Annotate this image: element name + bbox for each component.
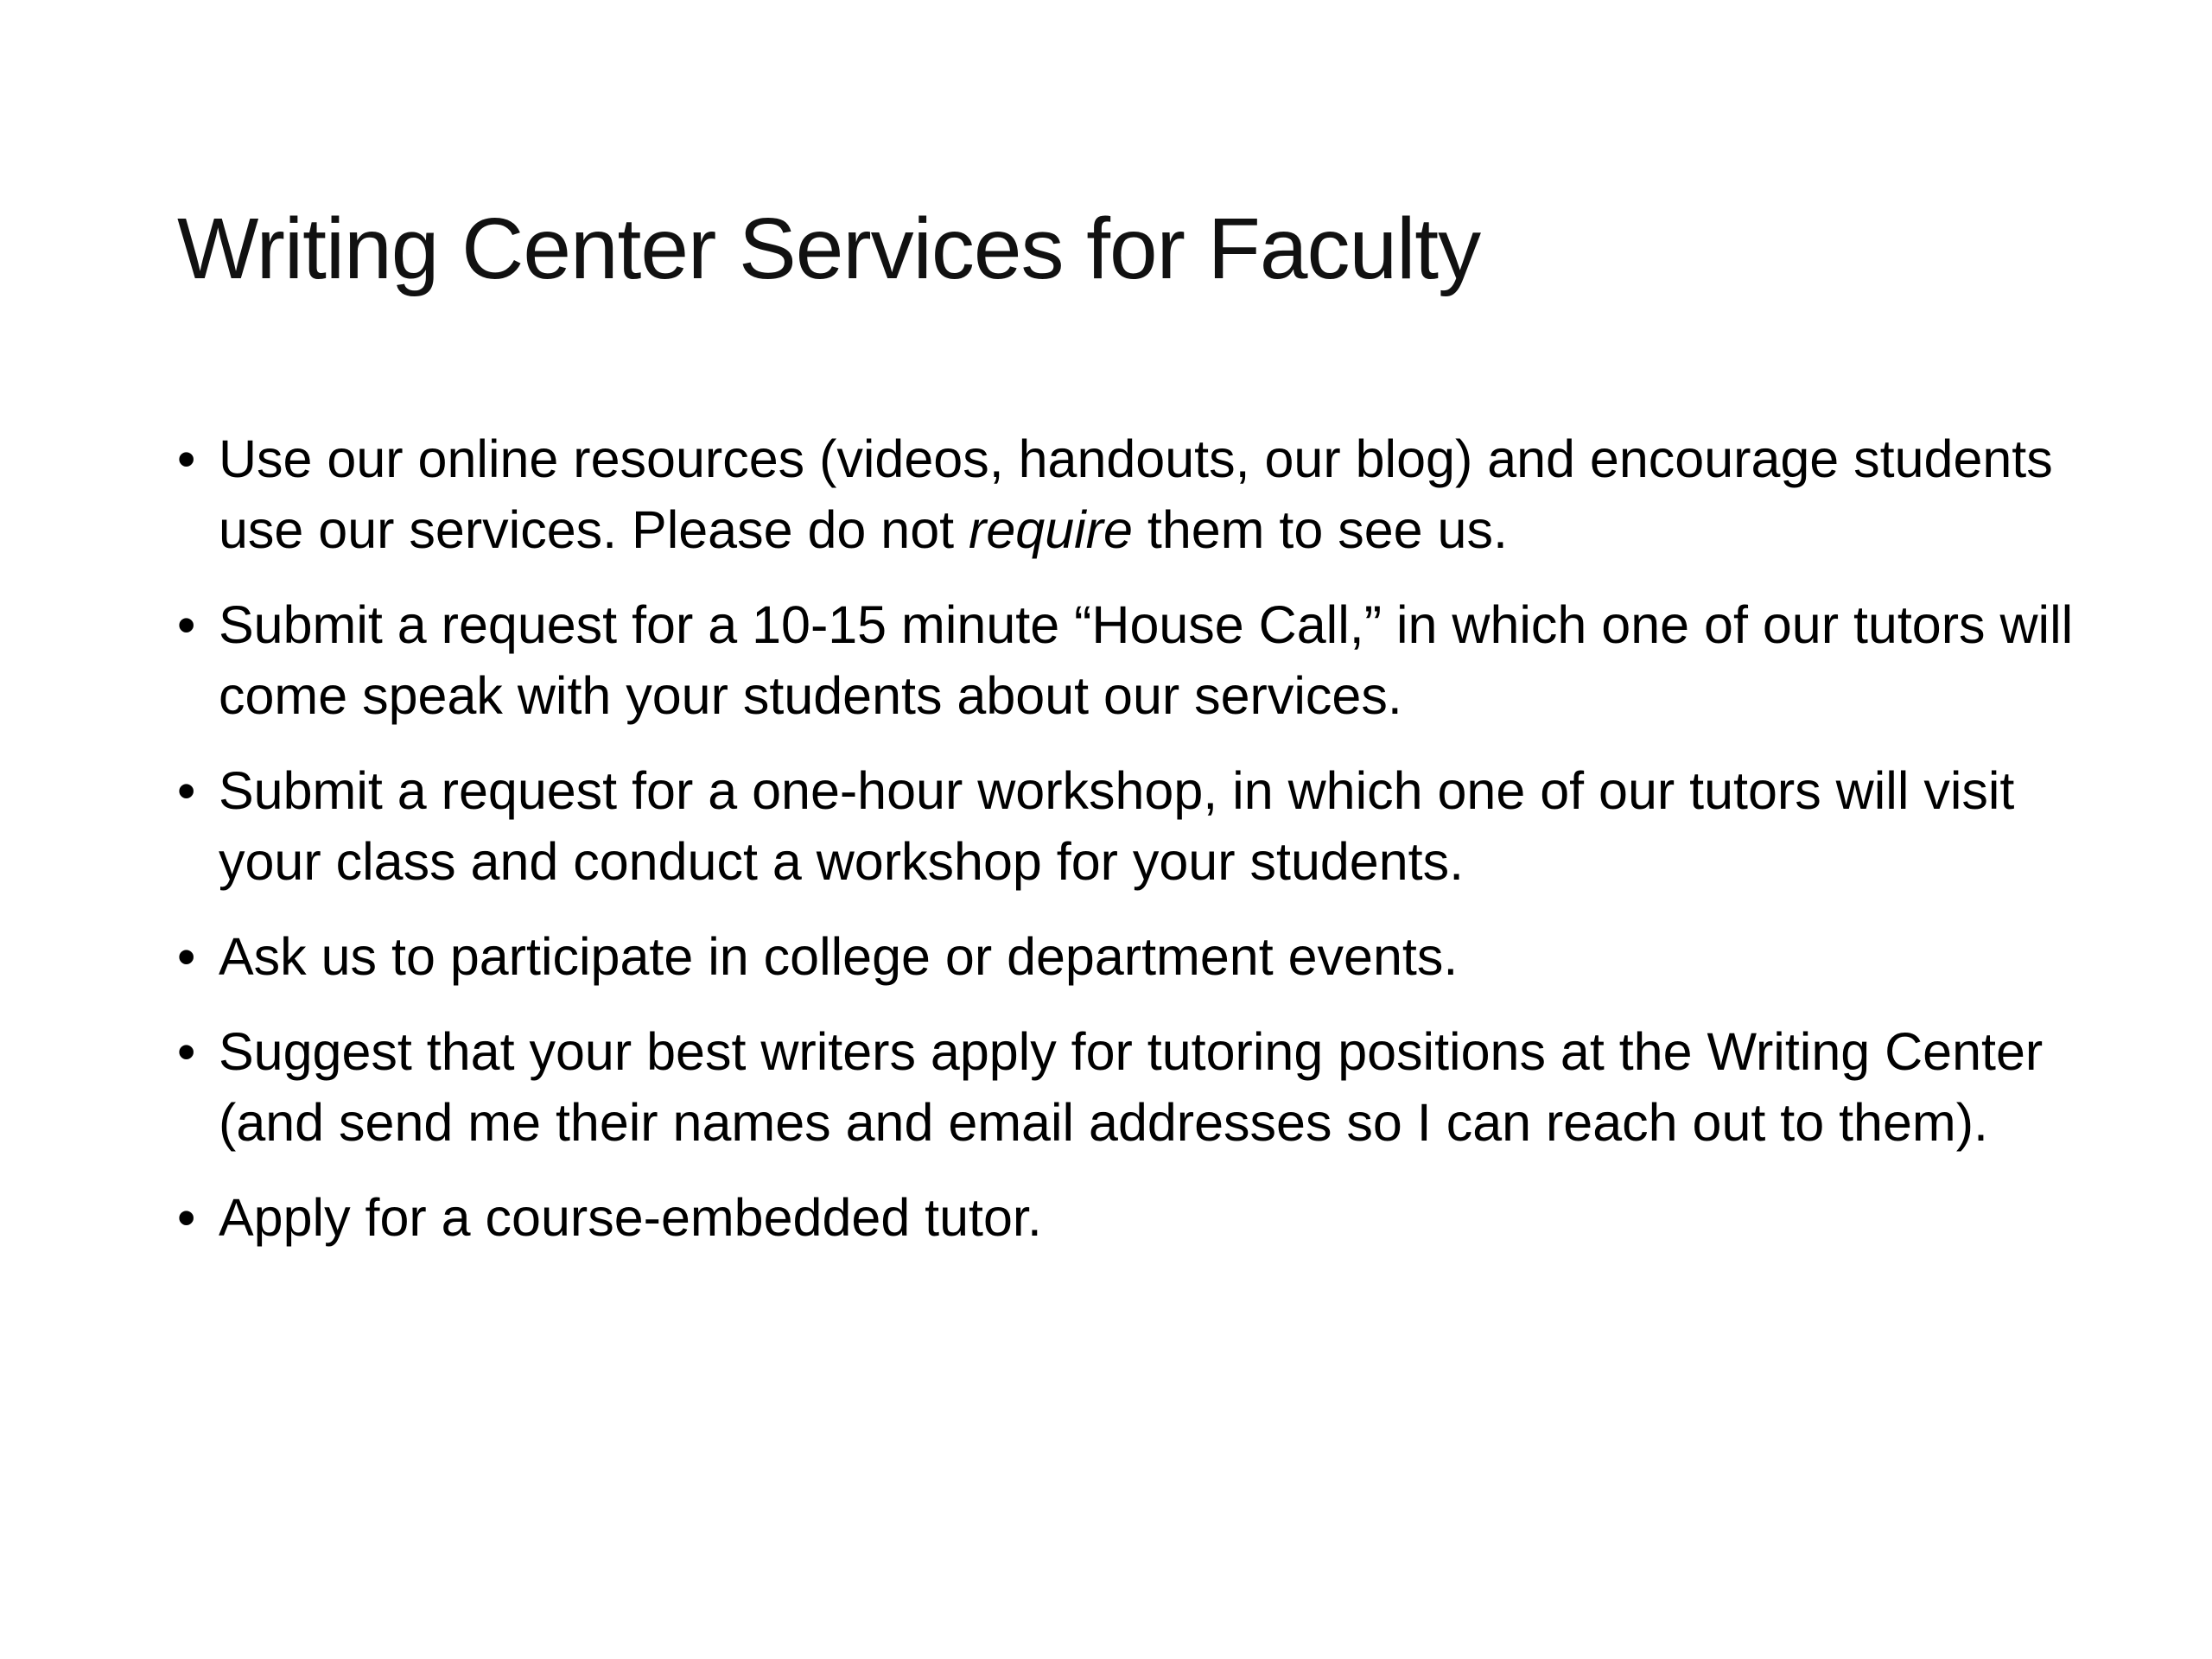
bullet-dot-icon: • [177,761,196,820]
bullet-text: Submit a request for a one-hour workshop, in which one of our tutors will visit your class and conduct a workshop for your students. [219,761,2015,891]
bullet-dot-icon: • [177,1188,196,1247]
bullet-text: Apply for a course-embedded tutor. [219,1188,1042,1247]
bullet-dot-icon: • [177,429,196,488]
bullet-dot-icon: • [177,1022,196,1081]
bullet-dot-icon: • [177,927,196,986]
bullet-text: Ask us to participate in college or department events. [219,927,1459,986]
bullet-item-workshop [177,755,2078,897]
bullet-dot-icon: • [177,595,196,654]
bullet-item-tutoring-positions [177,1016,2078,1158]
bullet-item-house-call [177,589,2078,731]
slide-title: Writing Center Services for Faculty [177,200,1481,297]
bullet-text: Suggest that your best writers apply for tutoring positions at the Writing Center (and send me their names and email addresses so I can reach out to them). [219,1022,2044,1152]
bullet-item-events [177,921,2078,992]
bullet-text-after: them to see us. [1132,500,1508,559]
bullet-text: Submit a request for a 10-15 minute “House Call,” in which one of our tutors will come speak with your students about our services. [219,595,2074,725]
bullet-item-embedded-tutor [177,1182,2078,1253]
bullet-text-emphasis: require [969,500,1133,559]
bullet-text-before: Use our online resources (videos, handouts, our blog) and encourage students use our services. Please do not [219,429,2053,559]
bullet-list [177,423,2078,1277]
bullet-text [219,423,2078,565]
bullet-item-resources [177,423,2078,565]
